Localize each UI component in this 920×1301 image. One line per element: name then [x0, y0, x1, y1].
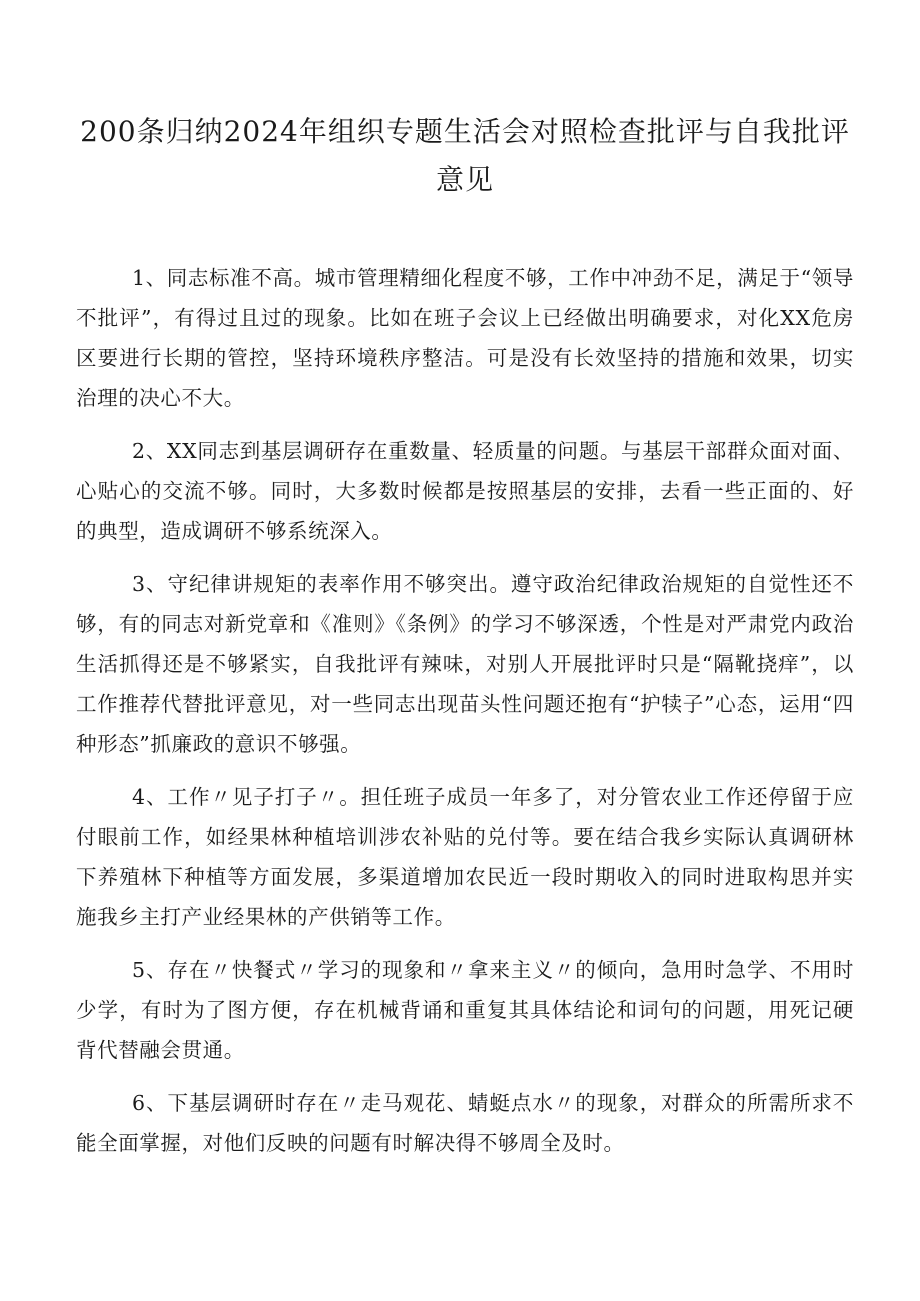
paragraph-2: 2、XX同志到基层调研存在重数量、轻质量的问题。与基层干部群众面对面、心贴心的交流不够。同时，大多数时候都是按照基层的安排，去看一些正面的、好的典型，造成调研不够系统深入。 — [76, 439, 854, 543]
document-title: 200条归纳2024年组织专题生活会对照检查批评与自我批评意见 — [80, 115, 850, 196]
paragraph-1: 1、同志标准不高。城市管理精细化程度不够，工作中冲劲不足，满足于“领导不批评”，有得过且过的现象。比如在班子会议上已经做出明确要求，对化XX危房区要进行长期的管控，坚持环境秩序整洁。可是没有长效坚持的措施和效果，切实治理的决心不大。 — [76, 266, 854, 410]
paragraph-6: 6、下基层调研时存在〃走马观花、蜻蜓点水〃的现象，对群众的所需所求不能全面掌握，对他们反映的问题有时解决得不够周全及时。 — [76, 1091, 854, 1155]
paragraph-4: 4、工作〃见子打子〃。担任班子成员一年多了，对分管农业工作还停留于应付眼前工作，如经果林种植培训涉农补贴的兑付等。要在结合我乡实际认真调研林下养殖林下种植等方面发展，多渠道增加农民近一段时期收入的同时进取构思并实施我乡主打产业经果林的产供销等工作。 — [76, 785, 854, 929]
paragraph-5: 5、存在〃快餐式〃学习的现象和〃拿来主义〃的倾向，急用时急学、不用时少学，有时为了图方便，存在机械背诵和重复其具体结论和词句的问题，用死记硬背代替融会贯通。 — [76, 958, 854, 1062]
paragraph-3: 3、守纪律讲规矩的表率作用不够突出。遵守政治纪律政治规矩的自觉性还不够，有的同志对新党章和《准则》《条例》的学习不够深透，个性是对严肃党内政治生活抓得还是不够紧实，自我批评有辣味，对别人开展批评时只是“隔靴挠痒”，以工作推荐代替批评意见，对一些同志出现苗头性问题还抱有“护犊子”心态，运用“四种形态”抓廉政的意识不够强。 — [76, 572, 854, 756]
